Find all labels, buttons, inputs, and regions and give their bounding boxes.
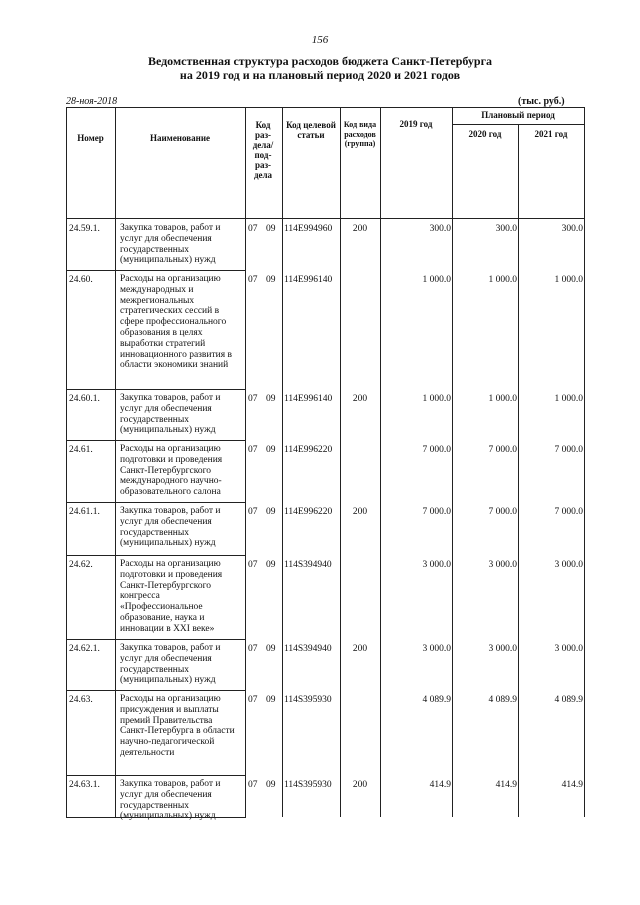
row-number: 24.60. — [69, 275, 93, 285]
row-name: Закупка товаров, работ и услуг для обеспечения государственных (муниципальных) нужд — [120, 643, 221, 686]
row-value-2020: 3 000.0 — [488, 644, 517, 654]
row-section-code: 07 — [248, 560, 258, 570]
row-expense-type: 200 — [352, 394, 368, 404]
col-border — [66, 107, 67, 817]
row-target-code: 114S395930 — [284, 780, 332, 790]
row-subsection-code: 09 — [266, 507, 276, 517]
row-value-2020: 414.9 — [495, 780, 517, 790]
row-target-code: 114E996140 — [284, 394, 333, 404]
row-target-code: 114E996220 — [284, 445, 333, 455]
row-section-code: 07 — [248, 445, 258, 455]
row-section-code: 07 — [248, 644, 258, 654]
header-target-code: Код целевой статьи — [286, 120, 336, 140]
row-name: Закупка товаров, работ и услуг для обеспечения государственных (муниципальных) нужд — [120, 779, 221, 822]
row-name: Расходы на организацию международных и межрегиональных стратегических сессий в сфере профессионального образования в целях выработки стратегий инновационного развития в области экономики знаний — [120, 274, 232, 371]
row-value-2019: 3 000.0 — [422, 560, 451, 570]
document-title — [0, 54, 640, 82]
header-bottom-border — [66, 218, 584, 219]
row-subsection-code: 09 — [266, 780, 276, 790]
col-border — [584, 107, 585, 817]
header-section-code: Код раз-дела/ под-раз-дела — [252, 120, 274, 180]
row-section-code: 07 — [248, 695, 258, 705]
row-separator — [66, 502, 246, 503]
row-name: Расходы на организацию присуждения и выплаты премий Правительства Санкт-Петербурга в области научно-педагогической деятельности — [120, 694, 235, 758]
header-name: Наименование — [150, 133, 210, 143]
row-value-2019: 1 000.0 — [422, 275, 451, 285]
col-border — [452, 107, 453, 817]
header-2019: 2019 год — [399, 119, 433, 129]
header-2020: 2020 год — [468, 129, 502, 139]
document-date: 28-ноя-2018 — [66, 96, 118, 107]
row-value-2019: 414.9 — [429, 780, 451, 790]
col-border — [282, 107, 283, 817]
row-section-code: 07 — [248, 780, 258, 790]
row-value-2021: 300.0 — [561, 224, 583, 234]
row-separator — [66, 270, 246, 271]
row-separator — [66, 817, 246, 818]
col-border — [245, 107, 246, 817]
row-value-2020: 7 000.0 — [488, 445, 517, 455]
header-2021: 2021 год — [534, 129, 568, 139]
row-subsection-code: 09 — [266, 644, 276, 654]
row-number: 24.63. — [69, 695, 93, 705]
row-subsection-code: 09 — [266, 560, 276, 570]
row-number: 24.62. — [69, 560, 93, 570]
row-value-2020: 7 000.0 — [488, 507, 517, 517]
row-subsection-code: 09 — [266, 394, 276, 404]
row-value-2021: 4 089.9 — [554, 695, 583, 705]
row-value-2019: 7 000.0 — [422, 445, 451, 455]
row-section-code: 07 — [248, 224, 258, 234]
row-number: 24.61. — [69, 445, 93, 455]
row-subsection-code: 09 — [266, 445, 276, 455]
row-value-2020: 4 089.9 — [488, 695, 517, 705]
row-name: Расходы на организацию подготовки и проведения Санкт-Петербургского конгресса «Профессиональное образование, наука и инновации в XXI веке» — [120, 559, 223, 634]
row-section-code: 07 — [248, 507, 258, 517]
table-top-border — [66, 107, 584, 108]
row-value-2019: 4 089.9 — [422, 695, 451, 705]
row-value-2021: 3 000.0 — [554, 560, 583, 570]
row-subsection-code: 09 — [266, 275, 276, 285]
row-name: Закупка товаров, работ и услуг для обеспечения государственных (муниципальных) нужд — [120, 506, 221, 549]
row-name: Расходы на организацию подготовки и проведения Санкт-Петербургского международного научно-образовательного салона — [120, 444, 223, 498]
row-value-2021: 1 000.0 — [554, 394, 583, 404]
row-separator — [66, 440, 246, 441]
row-section-code: 07 — [248, 275, 258, 285]
row-separator — [66, 690, 246, 691]
row-expense-type: 200 — [352, 507, 368, 517]
row-target-code: 114E994960 — [284, 224, 333, 234]
row-value-2019: 7 000.0 — [422, 507, 451, 517]
header-planned-period: Плановый период — [481, 110, 555, 120]
row-value-2021: 3 000.0 — [554, 644, 583, 654]
row-separator — [66, 775, 246, 776]
col-border — [380, 107, 381, 817]
page-number: 156 — [311, 34, 329, 46]
units-label: (тыс. руб.) — [518, 96, 565, 107]
row-separator — [66, 639, 246, 640]
row-value-2019: 1 000.0 — [422, 394, 451, 404]
row-number: 24.60.1. — [69, 394, 100, 404]
row-value-2021: 7 000.0 — [554, 445, 583, 455]
row-name: Закупка товаров, работ и услуг для обеспечения государственных (муниципальных) нужд — [120, 393, 221, 436]
col-border — [115, 107, 116, 817]
row-target-code: 114S394940 — [284, 644, 332, 654]
row-expense-type: 200 — [352, 780, 368, 790]
row-expense-type: 200 — [352, 644, 368, 654]
row-subsection-code: 09 — [266, 695, 276, 705]
row-expense-type: 200 — [352, 224, 368, 234]
row-value-2020: 1 000.0 — [488, 275, 517, 285]
row-value-2021: 1 000.0 — [554, 275, 583, 285]
row-subsection-code: 09 — [266, 224, 276, 234]
row-name: Закупка товаров, работ и услуг для обеспечения государственных (муниципальных) нужд — [120, 223, 221, 266]
row-number: 24.61.1. — [69, 507, 100, 517]
row-target-code: 114E996220 — [284, 507, 333, 517]
row-value-2021: 414.9 — [561, 780, 583, 790]
header-expense-type: Код вида расходов (группа) — [343, 120, 377, 148]
row-separator — [66, 389, 246, 390]
row-value-2020: 1 000.0 — [488, 394, 517, 404]
row-value-2021: 7 000.0 — [554, 507, 583, 517]
row-target-code: 114S395930 — [284, 695, 332, 705]
row-section-code: 07 — [248, 394, 258, 404]
row-target-code: 114S394940 — [284, 560, 332, 570]
row-target-code: 114E996140 — [284, 275, 333, 285]
row-value-2019: 300.0 — [429, 224, 451, 234]
row-value-2020: 300.0 — [495, 224, 517, 234]
row-number: 24.59.1. — [69, 224, 100, 234]
header-number: Номер — [77, 133, 104, 143]
row-number: 24.62.1. — [69, 644, 100, 654]
row-value-2020: 3 000.0 — [488, 560, 517, 570]
title-line-1: Ведомственная структура расходов бюджета Санкт-Петербурга — [147, 54, 493, 68]
title-line-2: на 2019 год и на плановый период 2020 и 2021 годов — [179, 68, 461, 82]
col-border — [340, 107, 341, 817]
row-value-2019: 3 000.0 — [422, 644, 451, 654]
row-separator — [66, 555, 246, 556]
row-number: 24.63.1. — [69, 780, 100, 790]
